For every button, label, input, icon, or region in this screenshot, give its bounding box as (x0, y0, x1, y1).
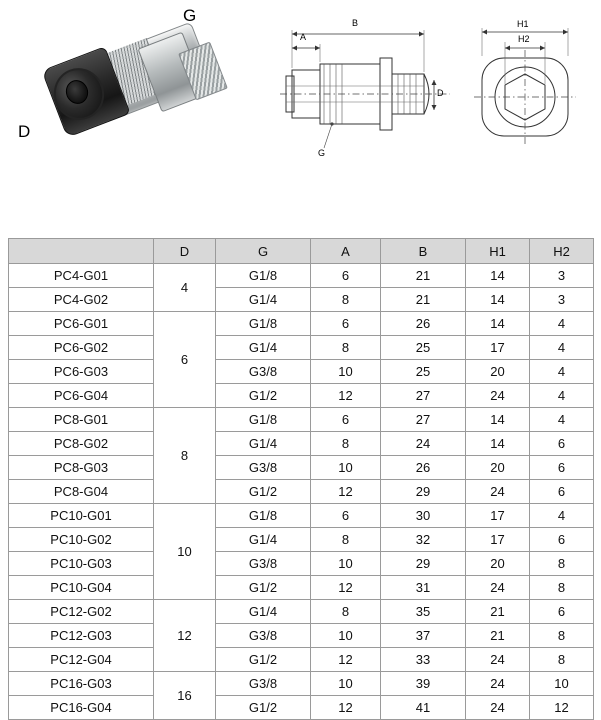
cell-b: 29 (381, 480, 466, 504)
table-row (9, 288, 594, 312)
table-header-a: A (311, 239, 381, 264)
cell-h2: 4 (530, 384, 594, 408)
table-header-b: B (381, 239, 466, 264)
cell-d: 6 (154, 312, 216, 408)
cell-h1: 14 (466, 408, 530, 432)
table-header (9, 239, 594, 264)
table-row (9, 696, 594, 720)
cell-a: 6 (311, 504, 381, 528)
table-row (9, 672, 594, 696)
table-header-h1: H1 (466, 239, 530, 264)
cell-model: PC10-G04 (9, 576, 154, 600)
cell-b: 33 (381, 648, 466, 672)
cell-a: 10 (311, 456, 381, 480)
cell-h2: 6 (530, 528, 594, 552)
cell-model: PC4-G01 (9, 264, 154, 288)
cell-a: 12 (311, 648, 381, 672)
table-header-h2: H2 (530, 239, 594, 264)
cell-g: G1/8 (216, 312, 311, 336)
dim-label-a: A (300, 32, 307, 42)
cross-section-svg (278, 22, 453, 172)
cell-a: 12 (311, 696, 381, 720)
cell-g: G3/8 (216, 624, 311, 648)
cell-h1: 14 (466, 288, 530, 312)
cell-h1: 20 (466, 552, 530, 576)
cell-g: G3/8 (216, 360, 311, 384)
photo-label-g: G (183, 6, 197, 25)
cell-h1: 14 (466, 312, 530, 336)
table-row (9, 552, 594, 576)
cell-g: G1/4 (216, 432, 311, 456)
table-header-d: D (154, 239, 216, 264)
table-row (9, 624, 594, 648)
cell-h1: 24 (466, 672, 530, 696)
cell-model: PC8-G02 (9, 432, 154, 456)
cell-g: G3/8 (216, 456, 311, 480)
cell-b: 30 (381, 504, 466, 528)
cell-b: 39 (381, 672, 466, 696)
cell-d: 8 (154, 408, 216, 504)
cell-a: 10 (311, 552, 381, 576)
cell-h2: 6 (530, 432, 594, 456)
table-row (9, 336, 594, 360)
table-row (9, 480, 594, 504)
table-row (9, 504, 594, 528)
cell-model: PC8-G03 (9, 456, 154, 480)
cell-h1: 14 (466, 264, 530, 288)
cell-h2: 10 (530, 672, 594, 696)
table-row (9, 648, 594, 672)
cell-b: 37 (381, 624, 466, 648)
cell-h2: 8 (530, 576, 594, 600)
cell-b: 26 (381, 456, 466, 480)
cell-a: 8 (311, 432, 381, 456)
cell-g: G1/4 (216, 600, 311, 624)
cell-h1: 24 (466, 384, 530, 408)
cell-h2: 12 (530, 696, 594, 720)
cell-g: G1/2 (216, 480, 311, 504)
cell-b: 41 (381, 696, 466, 720)
cell-b: 27 (381, 384, 466, 408)
table-body (9, 264, 594, 720)
table-row (9, 432, 594, 456)
cell-model: PC8-G01 (9, 408, 154, 432)
cell-model: PC12-G03 (9, 624, 154, 648)
cell-model: PC6-G03 (9, 360, 154, 384)
table-row (9, 528, 594, 552)
cell-h1: 21 (466, 600, 530, 624)
cell-model: PC4-G02 (9, 288, 154, 312)
cell-g: G3/8 (216, 672, 311, 696)
specification-table (8, 238, 594, 720)
end-view-svg (468, 22, 583, 172)
cell-model: PC10-G01 (9, 504, 154, 528)
cell-h2: 8 (530, 552, 594, 576)
cell-model: PC6-G02 (9, 336, 154, 360)
cell-d: 10 (154, 504, 216, 600)
cell-model: PC10-G03 (9, 552, 154, 576)
cell-a: 12 (311, 576, 381, 600)
cell-a: 12 (311, 480, 381, 504)
cell-model: PC10-G02 (9, 528, 154, 552)
cell-h2: 4 (530, 312, 594, 336)
cell-g: G1/4 (216, 288, 311, 312)
cell-model: PC16-G03 (9, 672, 154, 696)
cell-g: G1/4 (216, 528, 311, 552)
cell-g: G1/2 (216, 576, 311, 600)
cell-b: 27 (381, 408, 466, 432)
cell-b: 25 (381, 360, 466, 384)
cell-model: PC6-G01 (9, 312, 154, 336)
cell-model: PC6-G04 (9, 384, 154, 408)
table-row (9, 576, 594, 600)
table-row (9, 312, 594, 336)
cell-h1: 24 (466, 480, 530, 504)
cell-h1: 20 (466, 360, 530, 384)
cell-a: 8 (311, 336, 381, 360)
cell-a: 12 (311, 384, 381, 408)
photo-label-d: D (18, 122, 31, 141)
cell-g: G1/2 (216, 648, 311, 672)
cell-a: 6 (311, 264, 381, 288)
cell-a: 8 (311, 528, 381, 552)
cell-a: 8 (311, 600, 381, 624)
table-row (9, 264, 594, 288)
cell-h1: 24 (466, 648, 530, 672)
table-row (9, 600, 594, 624)
cell-h1: 17 (466, 336, 530, 360)
cell-g: G1/4 (216, 336, 311, 360)
cell-h1: 17 (466, 504, 530, 528)
table-header-g: G (216, 239, 311, 264)
cell-a: 8 (311, 288, 381, 312)
dim-label-h1: H1 (517, 19, 529, 29)
cell-g: G1/2 (216, 696, 311, 720)
cell-model: PC12-G02 (9, 600, 154, 624)
table-row (9, 456, 594, 480)
cell-model: PC12-G04 (9, 648, 154, 672)
cell-h2: 4 (530, 360, 594, 384)
table-header-row (9, 239, 594, 264)
cell-a: 10 (311, 624, 381, 648)
dim-label-d: D (437, 88, 444, 98)
cell-b: 25 (381, 336, 466, 360)
cell-b: 29 (381, 552, 466, 576)
cell-h2: 3 (530, 264, 594, 288)
cell-h2: 6 (530, 480, 594, 504)
cell-d: 4 (154, 264, 216, 312)
cell-b: 26 (381, 312, 466, 336)
cell-d: 16 (154, 672, 216, 720)
table-header-model (9, 239, 154, 264)
cell-b: 32 (381, 528, 466, 552)
cell-a: 10 (311, 672, 381, 696)
cell-h2: 4 (530, 336, 594, 360)
cell-a: 10 (311, 360, 381, 384)
end-view-drawing (468, 19, 583, 172)
cell-b: 24 (381, 432, 466, 456)
cell-g: G1/8 (216, 408, 311, 432)
cell-h1: 20 (466, 456, 530, 480)
dim-label-g: G (318, 148, 326, 158)
table-row (9, 384, 594, 408)
cell-h1: 24 (466, 696, 530, 720)
cell-g: G1/2 (216, 384, 311, 408)
cell-g: G3/8 (216, 552, 311, 576)
cell-model: PC8-G04 (9, 480, 154, 504)
cell-h2: 4 (530, 408, 594, 432)
cell-b: 21 (381, 288, 466, 312)
cell-h1: 14 (466, 432, 530, 456)
cell-h2: 8 (530, 624, 594, 648)
cross-section-drawing (278, 18, 453, 172)
cell-model: PC16-G04 (9, 696, 154, 720)
cell-h2: 3 (530, 288, 594, 312)
cell-h2: 6 (530, 600, 594, 624)
cell-d: 12 (154, 600, 216, 672)
cell-a: 6 (311, 408, 381, 432)
table-row (9, 408, 594, 432)
cell-h2: 6 (530, 456, 594, 480)
cell-h1: 24 (466, 576, 530, 600)
cell-b: 31 (381, 576, 466, 600)
cell-h1: 21 (466, 624, 530, 648)
dim-label-h2: H2 (518, 34, 530, 44)
cell-g: G1/8 (216, 504, 311, 528)
specification-table-wrapper (8, 238, 593, 720)
cell-g: G1/8 (216, 264, 311, 288)
cell-a: 6 (311, 312, 381, 336)
cell-h1: 17 (466, 528, 530, 552)
cell-h2: 4 (530, 504, 594, 528)
figures-area (0, 0, 601, 228)
cell-h2: 8 (530, 648, 594, 672)
product-photo (40, 18, 225, 163)
cell-b: 35 (381, 600, 466, 624)
cell-b: 21 (381, 264, 466, 288)
dim-label-b: B (352, 18, 359, 28)
table-row (9, 360, 594, 384)
